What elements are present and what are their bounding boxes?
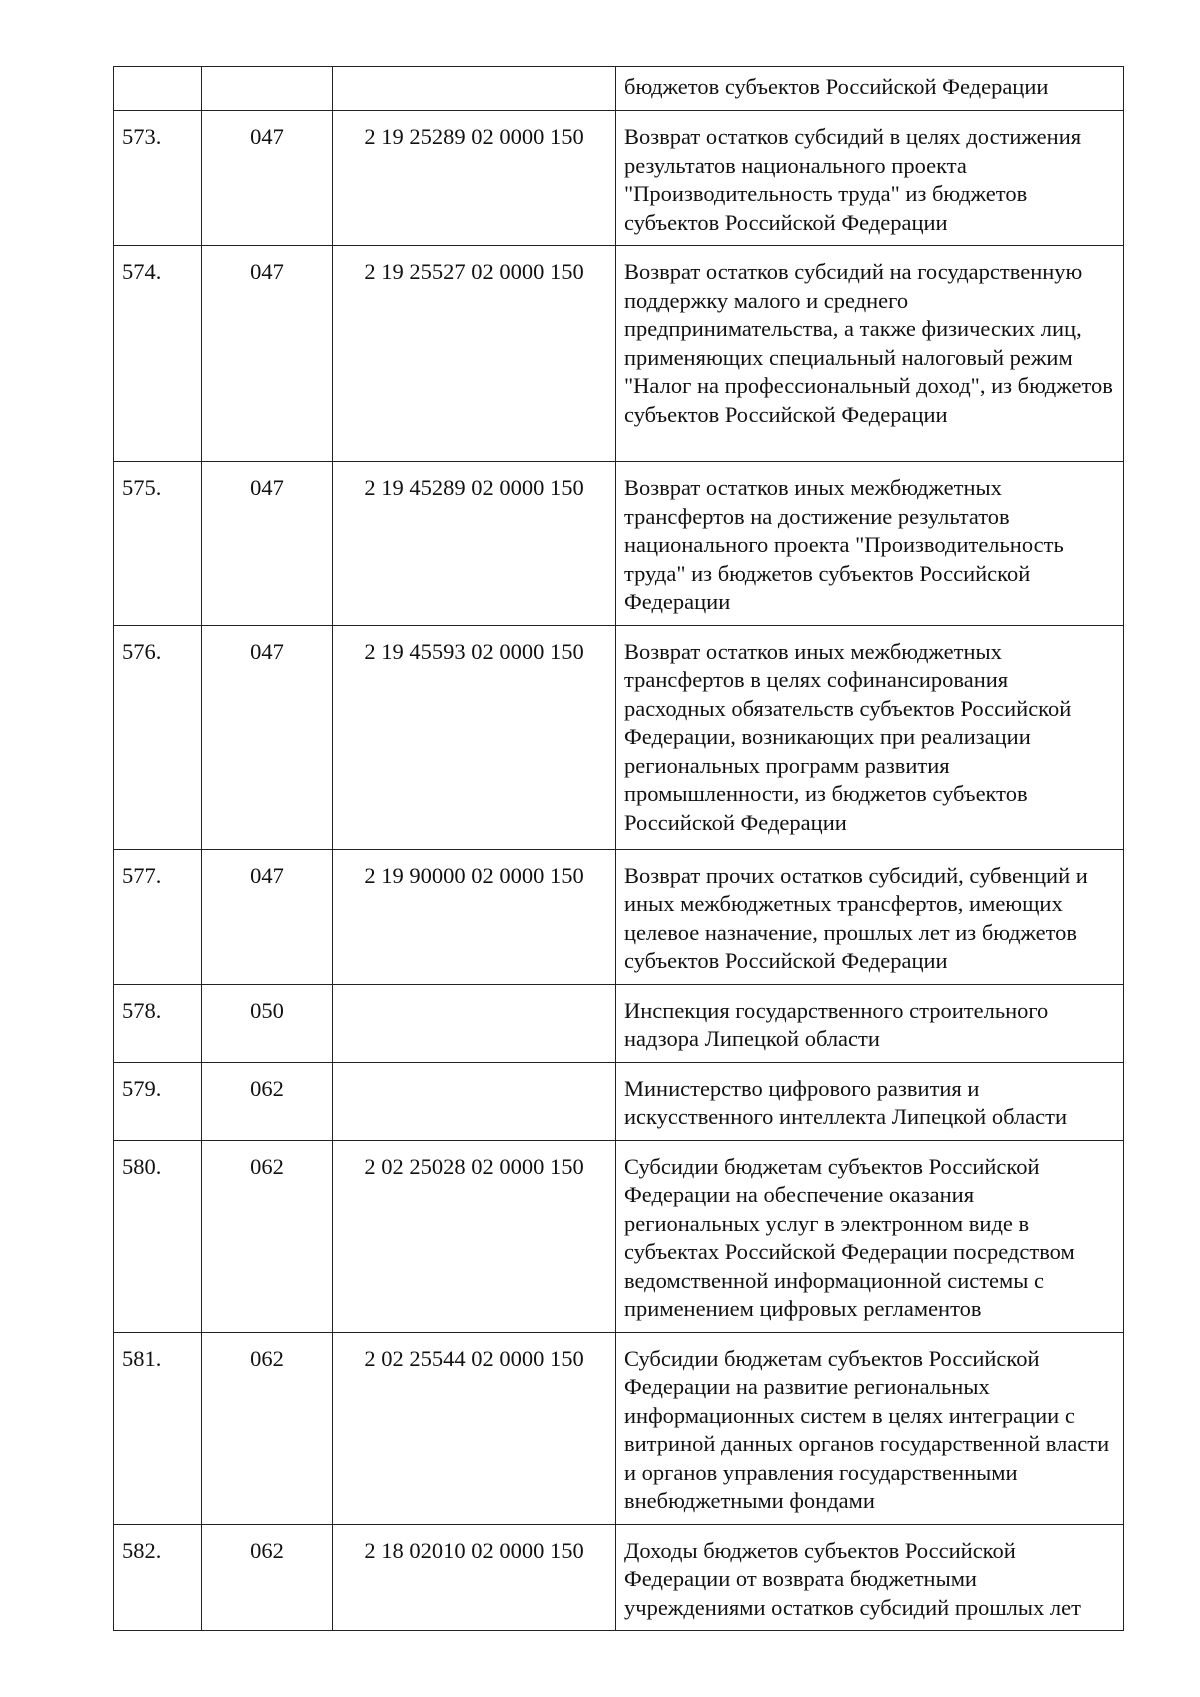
budget-classification-code: 2 02 25544 02 0000 150 <box>333 1332 616 1524</box>
admin-code: 047 <box>202 462 333 626</box>
table-row <box>114 849 1124 984</box>
row-number: 582. <box>114 1524 202 1631</box>
admin-code: 062 <box>202 1524 333 1631</box>
admin-code: 047 <box>202 849 333 984</box>
table-row <box>114 984 1124 1062</box>
revenue-name: Инспекция государственного строительного надзора Липецкой области <box>616 984 1124 1062</box>
revenue-name: Возврат остатков иных межбюджетных трансфертов на достижение результатов национального проекта "Производительность труда" из бюджетов субъектов Российской Федерации <box>616 462 1124 626</box>
revenue-name: Субсидии бюджетам субъектов Российской Федерации на развитие региональных информационных систем в целях интеграции с витриной данных органов государственной власти и органов управления государственными внебюджетными фондами <box>616 1332 1124 1524</box>
table-row <box>114 1062 1124 1140</box>
row-number: 577. <box>114 849 202 984</box>
table-row <box>114 1524 1124 1631</box>
table-row <box>114 246 1124 462</box>
budget-classification-code: 2 19 45593 02 0000 150 <box>333 625 616 849</box>
row-number: 573. <box>114 111 202 246</box>
row-number: 574. <box>114 246 202 462</box>
budget-classification-code: 2 19 90000 02 0000 150 <box>333 849 616 984</box>
admin-code <box>202 67 333 111</box>
revenue-name: Субсидии бюджетам субъектов Российской Федерации на обеспечение оказания региональных услуг в электронном виде в субъектах Российской Федерации посредством ведомственной информационной системы с применением цифровых регламентов <box>616 1140 1124 1332</box>
row-number: 575. <box>114 462 202 626</box>
admin-code: 062 <box>202 1140 333 1332</box>
admin-code: 062 <box>202 1062 333 1140</box>
revenue-name: Возврат остатков субсидий на государственную поддержку малого и среднего предпринимательства, а также физических лиц, применяющих специальный налоговый режим "Налог на профессиональный доход", из бюджетов субъектов Российской Федерации <box>616 246 1124 462</box>
revenue-name: Возврат остатков иных межбюджетных трансфертов в целях софинансирования расходных обязательств субъектов Российской Федерации, возникающих при реализации региональных программ развития промышленности, из бюджетов субъектов Российской Федерации <box>616 625 1124 849</box>
admin-code: 050 <box>202 984 333 1062</box>
table-body <box>114 67 1124 1631</box>
row-number: 579. <box>114 1062 202 1140</box>
budget-classification-code: 2 02 25028 02 0000 150 <box>333 1140 616 1332</box>
revenue-name: Возврат остатков субсидий в целях достижения результатов национального проекта "Производительность труда" из бюджетов субъектов Российской Федерации <box>616 111 1124 246</box>
revenue-name: Доходы бюджетов субъектов Российской Федерации от возврата бюджетными учреждениями остатков субсидий прошлых лет <box>616 1524 1124 1631</box>
table-row <box>114 1140 1124 1332</box>
admin-code: 047 <box>202 625 333 849</box>
budget-classification-code <box>333 984 616 1062</box>
budget-classification-code: 2 19 45289 02 0000 150 <box>333 462 616 626</box>
table-row <box>114 625 1124 849</box>
row-number: 581. <box>114 1332 202 1524</box>
row-number: 580. <box>114 1140 202 1332</box>
table-row <box>114 462 1124 626</box>
row-number <box>114 67 202 111</box>
budget-classification-code <box>333 67 616 111</box>
row-number: 576. <box>114 625 202 849</box>
revenue-name: Возврат прочих остатков субсидий, субвенций и иных межбюджетных трансфертов, имеющих целевое назначение, прошлых лет из бюджетов субъектов Российской Федерации <box>616 849 1124 984</box>
budget-classification-code: 2 19 25527 02 0000 150 <box>333 246 616 462</box>
revenue-name: Министерство цифрового развития и искусственного интеллекта Липецкой области <box>616 1062 1124 1140</box>
admin-code: 062 <box>202 1332 333 1524</box>
admin-code: 047 <box>202 111 333 246</box>
table-row <box>114 67 1124 111</box>
budget-codes-table <box>113 66 1124 1631</box>
budget-classification-code: 2 19 25289 02 0000 150 <box>333 111 616 246</box>
table-row <box>114 1332 1124 1524</box>
revenue-name: бюджетов субъектов Российской Федерации <box>616 67 1124 111</box>
budget-classification-code <box>333 1062 616 1140</box>
row-number: 578. <box>114 984 202 1062</box>
table-row <box>114 111 1124 246</box>
admin-code: 047 <box>202 246 333 462</box>
budget-classification-code: 2 18 02010 02 0000 150 <box>333 1524 616 1631</box>
